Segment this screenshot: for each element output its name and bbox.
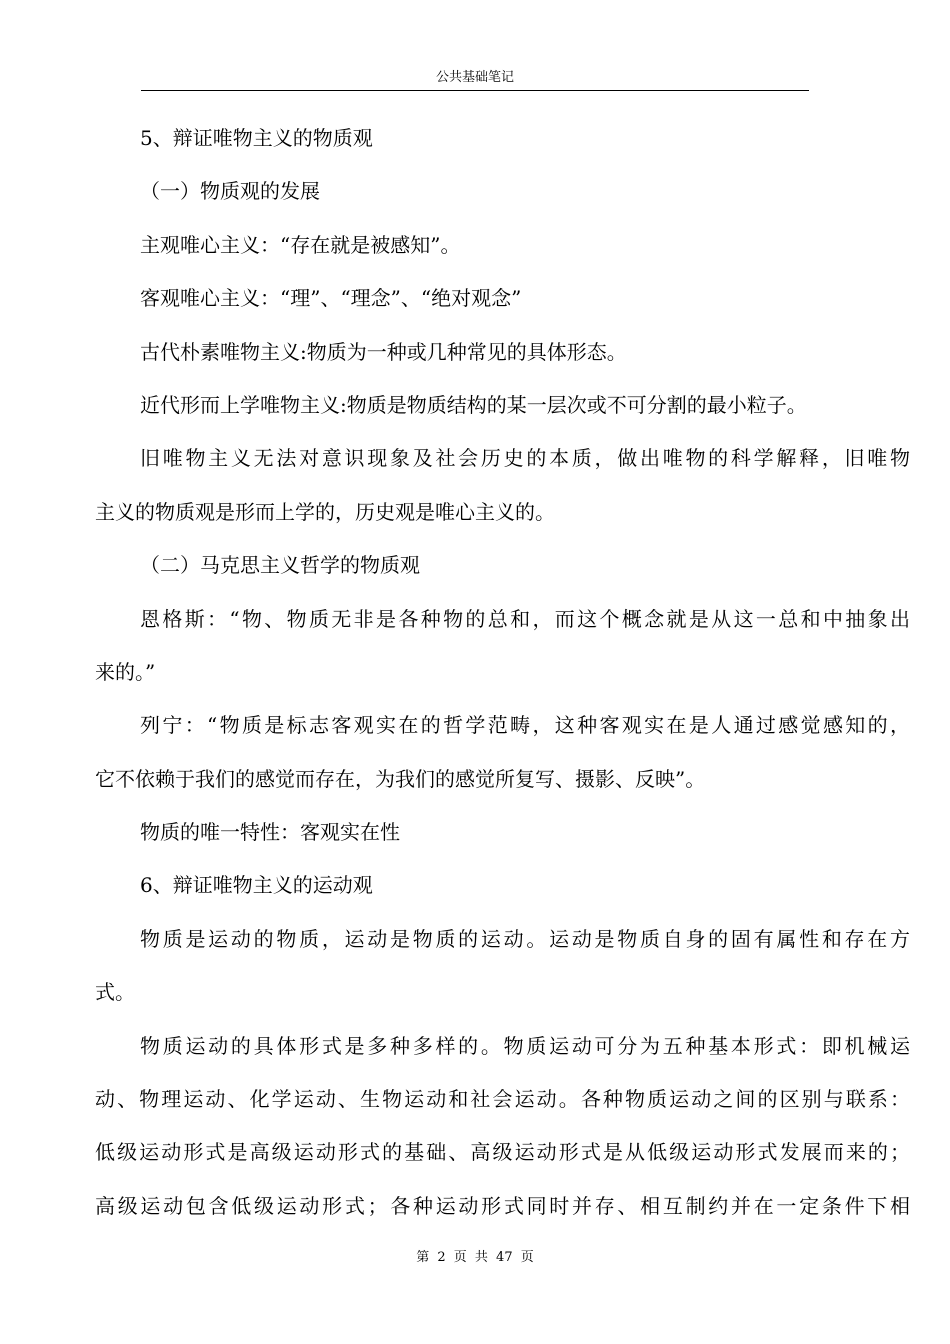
paragraph-engels-line: 恩格斯：“物、物质无非是各种物的总和，而这个概念就是从这一总和中抽象出 <box>140 606 910 631</box>
paragraph-engels-line: 来的。” <box>95 659 156 684</box>
paragraph-modern-materialism: 近代形而上学唯物主义:物质是物质结构的某一层次或不可分割的最小粒子。 <box>140 392 807 417</box>
paragraph-lenin-line: 列宁：“物质是标志客观实在的哲学范畴，这种客观实在是人通过感觉感知的， <box>140 713 910 738</box>
paragraph-motion-line: 物质是运动的物质，运动是物质的运动。运动是物质自身的固有属性和存在方 <box>140 926 910 951</box>
paragraph-ancient-materialism: 古代朴素唯物主义:物质为一种或几种常见的具体形态。 <box>140 339 627 364</box>
paragraph-motion-forms-line: 低级运动形式是高级运动形式的基础、高级运动形式是从低级运动形式发展而来的； <box>95 1140 910 1165</box>
paragraph-matter-property: 物质的唯一特性：客观实在性 <box>140 820 400 845</box>
document-body <box>95 112 910 1233</box>
section-heading-5: 5、辩证唯物主义的物质观 <box>140 126 373 150</box>
section-heading-6: 6、辩证唯物主义的运动观 <box>140 873 373 898</box>
subsection-heading-2: （二）马克思主义哲学的物质观 <box>140 553 420 578</box>
paragraph-old-materialism-line: 旧唯物主义无法对意识现象及社会历史的本质，做出唯物的科学解释，旧唯物 <box>140 446 910 471</box>
paragraph-motion-forms-line: 物质运动的具体形式是多种多样的。物质运动可分为五种基本形式：即机械运 <box>140 1033 910 1058</box>
paragraph-motion-forms-line: 动、物理运动、化学运动、生物运动和社会运动。各种物质运动之间的区别与联系： <box>95 1087 910 1112</box>
paragraph-old-materialism-line: 主义的物质观是形而上学的，历史观是唯心主义的。 <box>95 499 555 524</box>
page-header <box>141 68 809 91</box>
paragraph-objective-idealism: 客观唯心主义：“理”、“理念”、“绝对观念” <box>140 286 522 311</box>
page-number: 第 2 页 共 47 页 <box>416 1250 534 1265</box>
header-title: 公共基础笔记 <box>435 70 514 85</box>
paragraph-motion-forms-line: 高级运动包含低级运动形式；各种运动形式同时并存、相互制约并在一定条件下相 <box>95 1193 910 1218</box>
paragraph-motion-line: 式。 <box>95 980 135 1005</box>
subsection-heading-1: （一）物质观的发展 <box>140 179 320 204</box>
page-footer <box>0 1248 950 1268</box>
paragraph-lenin-line: 它不依赖于我们的感觉而存在，为我们的感觉所复写、摄影、反映”。 <box>95 766 706 791</box>
paragraph-subjective-idealism: 主观唯心主义：“存在就是被感知”。 <box>140 232 461 257</box>
